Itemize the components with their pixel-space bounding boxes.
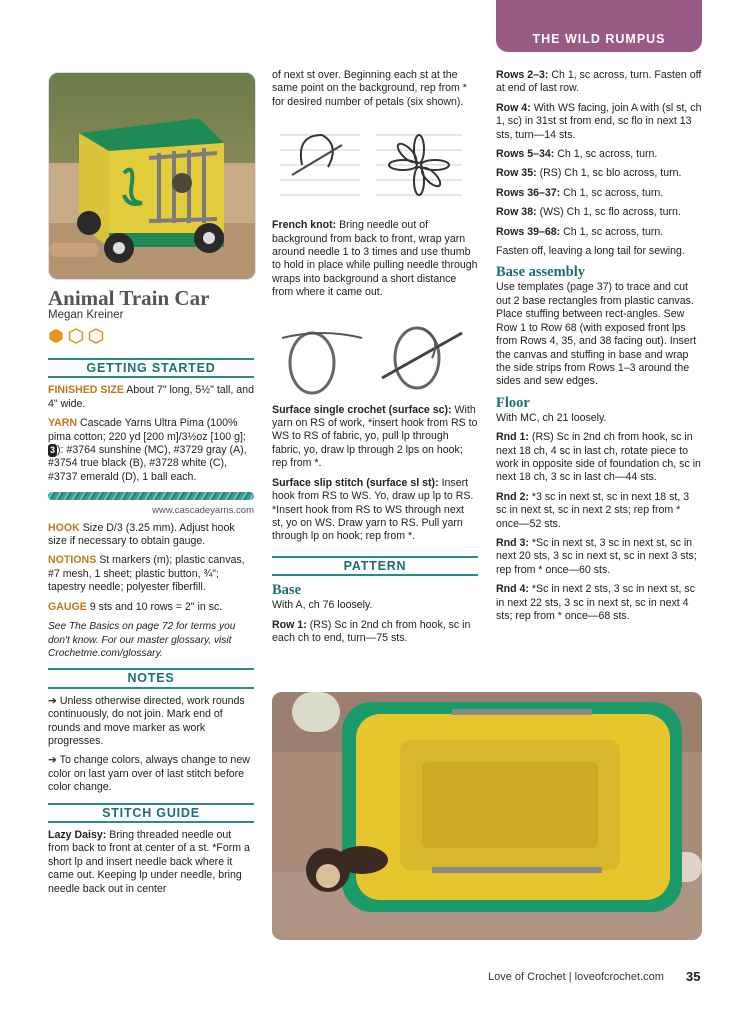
hook-info: HOOK Size D/3 (3.25 mm). Adjust hook size if necessary to obtain gauge. [48,521,235,548]
rnd-item: Rnd 4: *Sc in next 2 sts, 3 sc in next st, sc in next 22 sts, 3 sc in next st, sc in next 4 sts; rep from * once—68 sts. [496,583,696,622]
french-knot: French knot: Bring needle out of background from back to front, wrap yarn around needle 1 to 3 times and use thumb to hold in place while pulling needle through wraps into background a short distance from where it came out. [272,219,478,299]
section-tab: THE WILD RUMPUS [496,0,702,52]
row-1: Row 1: (RS) Sc in 2nd ch from hook, sc in each ch to end, turn—75 sts. [272,618,471,644]
pattern-heading: PATTERN [272,556,478,576]
rnd-item: Rnd 3: *Sc in next st, 3 sc in next st, sc in next 20 sts, 3 sc in next st, sc in next 3 sts; rep from * once—60 sts. [496,536,697,576]
skill-empty-icon [68,328,84,344]
yarn-swatch [48,492,254,500]
base-heading: Base [272,582,301,599]
row-item: Row 38: (WS) Ch 1, sc flo across, turn. [496,206,681,219]
basics-note: See The Basics on page 72 for terms you don't know. For our master glossary, visit Crochetme.com/glossary. [48,621,236,659]
notions-info: NOTIONS St markers (m); plastic canvas, #7 mesh, 1 sheet; plastic button, ¾"; tapestry needle; polyester fiberfill. [48,554,245,594]
pattern-title: Animal Train Car [48,286,210,310]
surface-crochet-illustration [272,308,478,398]
yarn-credit: www.cascadeyarns.com [152,505,254,517]
gauge-info: GAUGE 9 sts and 10 rows = 2" in sc. [48,600,223,613]
surface-sl-st: Surface slip stitch (surface sl st): Insert hook from RS to WS. Yo, draw up lp to RS. *Insert hook from RS to WS through next st, yo on WS. Draw yarn to RS. Pull yarn through lp on hook; rep from *. [272,476,474,543]
designer-name: Megan Kreiner [48,309,124,321]
floor-intro: With MC, ch 21 loosely. [496,411,607,424]
note-item: ➔ Unless otherwise directed, work rounds continuously, do not join. Mark end of rounds and move marker as work progresses. [48,694,245,747]
notes-heading: NOTES [48,668,254,688]
note-item: ➔ To change colors, always change to new color on last yarn over of last stitch before color change. [48,754,250,794]
basket-photo [272,692,702,940]
skill-level [48,328,104,344]
row-item: Rows 39–68: Ch 1, sc across, turn. [496,225,664,238]
base-assembly-heading: Base assembly [496,264,586,281]
train-car-photo [48,72,256,280]
base-intro: With A, ch 76 loosely. [272,599,373,612]
lazy-daisy-illustration [272,115,478,215]
skill-filled-icon [48,328,64,344]
row-item: Row 4: With WS facing, join A with (sl st, ch 1, sc) in 31st st from end, sc flo in next 13 sts, turn—14 sts. [496,101,702,141]
yarn-weight-icon: 3 [48,444,57,457]
yarn-info: YARN Cascade Yarns Ultra Pima (100% pima cotton; 220 yd [200 m]/3½oz [100 g]; 3 ): #3764 sunshine (MC), #3729 gray (A), #3754 true black (B), #3728 white (C), #3737 emerald (D), 1 ball each. [48,417,247,483]
lazy-daisy-cont: of next st over. Beginning each st at the same point on the background, rep from * for desired number of petals (six shown). [272,69,467,108]
page-number: 35 [686,969,701,984]
lazy-daisy: Lazy Daisy: Bring threaded needle out from back to front at center of a st. *Form a short lp and insert needle back where it came out. Keeping lp under needle, bring needle back out in center [48,828,250,895]
getting-started-heading: GETTING STARTED [48,358,254,378]
rnd-item: Rnd 2: *3 sc in next st, sc in next 18 st, 3 sc in next st, sc in next 2 sts; rep from * once—52 sts. [496,490,690,530]
left-column [48,352,254,902]
skill-empty-icon [88,328,104,344]
finished-size: FINISHED SIZE About 7" long, 5½" tall, and 4" wide. [48,384,254,410]
row-item: Rows 5–34: Ch 1, sc across, turn. [496,148,658,161]
surface-sc: Surface single crochet (surface sc): With yarn on RS of work, *insert hook from RS to WS to RS of fabric, yo, pull lp through fabric, yo, draw lp through 2 lps on hook; rep from *. [272,403,478,470]
row-item: Row 35: (RS) Ch 1, sc blo across, turn. [496,167,682,180]
floor-heading: Floor [496,394,530,411]
stitch-guide-heading: STITCH GUIDE [48,803,254,823]
right-column [496,69,702,629]
arrow-icon: ➔ [48,694,57,707]
fasten-off: Fasten off, leaving a long tail for sewing. [496,245,685,258]
row-item: Rows 2–3: Ch 1, sc across, turn. Fasten off at end of last row. [496,69,702,95]
rnd-item: Rnd 1: (RS) Sc in 2nd ch from hook, sc in next 18 ch, 4 sc in last ch, rotate piece to work in opposite side of foundation ch, sc in next 18 ch, 3 sc in last ch—44 sts. [496,431,701,484]
footer-credit: Love of Crochet | loveofcrochet.com [488,971,664,983]
row-item: Rows 36–37: Ch 1, sc across, turn. [496,186,664,199]
arrow-icon: ➔ [48,754,57,767]
middle-column [272,69,478,651]
base-assembly-text: Use templates (page 37) to trace and cut out 2 base rectangles from plastic canvas. Place stuffing between rect-angles. Sew Row 1 to Row 68 (with exposed front lps from Rows 4, 35, and 38 facing out). Insert the canvas and stuffing in base and wrap the side strips from Rows 1–3 around the sides and sew edges. [496,281,697,388]
